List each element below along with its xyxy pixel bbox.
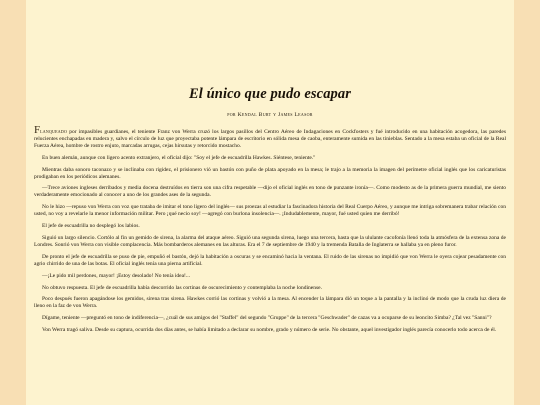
- first-paragraph: [34, 124, 506, 150]
- article-title: El único que pudo escapar: [188, 86, 351, 102]
- paragraph: De pronto el jefe de escuadrilla se puso de pie, empuñó el bastón, dejó la habitación a oscuras y se encaminó hacia la ventana. El ruido de las sirenas no impidió que von Werra le oyera cojear pesadamente con agrio chirrido de una de las botas. El oficial inglés tenía una pierna artificial.: [34, 253, 506, 267]
- paragraph: En buen alemán, aunque con ligero acento extranjero, el oficial dijo: "Soy el jefe de escuadrilla Hawkes. Siéntese, teniente.": [42, 154, 316, 161]
- byline-prefix: por: [227, 112, 236, 118]
- paragraph: —Trece aviones ingleses derribados y media docena destruídos en tierra son una cifra respetable —dijo el oficial inglés en tono de punzante ironía—. Como modesto as de la primera guerra mundial, me siento verdaderamente emocionado al conocer a uno de los grandes ases de la segunda.: [34, 185, 506, 199]
- paragraph: No obtuvo respuesta. El jefe de escuadrilla había descorrido las cortinas de oscurecimiento y contemplaba la noche londinense.: [42, 284, 322, 291]
- first-paragraph-text: por impasibles guardianes, el teniente Franz von Werra cruzó los largos pasillos del Centro Aéreo de Indagaciones en Cockfosters y fué introducido en una habitación acogedora, las paredes relucientes enchapadas en madera y, salvo el círculo de luz que proyectaba potente lámpara de escritorio en sólida mesa de caoba, enteramente sumida en las tinieblas. Sentado a la mesa estaba un oficial de la Real Fuerza Aérea, hombre de rostro enjuto, marcadas arrugas, cejas hirsutas y retorcido mostacho.: [34, 129, 506, 149]
- paragraph: Mientras daba sonoro taconazo y se inclinaba con rigidez, el prisionero vió un bastón con puño de plata apoyado en la mesa; le trajo a la memoria la imagen del perímetre oficial inglés que los caricaturistas prodigaban en los periódicos alemanes.: [34, 166, 506, 180]
- paragraph: Poco después fueron apagándose los gemidos, sirena tras sirena. Hawkes corrió las cortinas y volvió a la mesa. Al encender la lámpara dió un toque a la pantalla y la inclinó de modo que la cruda luz diera de lleno en la faz de von Werra.: [34, 296, 506, 310]
- article-body: [34, 124, 506, 334]
- drop-cap: F: [34, 124, 41, 136]
- paragraph: No le hizo —repuso von Werra con voz que trataba de imitar el tono ligero del inglés— sus proezas al estudiar la fascinadora historia del Real Cuerpo Aéreo, y aunque me intriga sobremanera trabar relación con usted, no voy a revelarle la menor información militar. Pero ¡qué necio soy! —agregó con burlona insolencia—. ¡Indudablemente, mayor, fué usted quien me derribó!: [34, 204, 506, 218]
- paragraph: El jefe de escuadrilla no desplegó los labios.: [42, 223, 140, 230]
- paragraph: Siguió un largo silencio. Cortólo al fin un gemido de sirena, la alarma del ataque aéreo. Siguió una segunda sirena, luego una tercera, hasta que la ululante cacofonía llenó toda la atmósfera de la extensa zona de Londres. Sonrió von Werra con visible complacencia. Más bombarderos alemanes en las alturas. Era el 7 de septiembre de 1940 y la tremenda Batalla de Inglaterra se hallaba ya en pleno furor.: [34, 234, 506, 248]
- article-byline: [34, 112, 506, 118]
- paragraph: Dígame, teniente —preguntó en tono de indiferencia—, ¿cuál de sus amigos del "Staffel" del segundo "Gruppe" de la tercera "Geschwader" de cazas va a ocuparse de su leoncito Simba? ¿Tal vez "Sanni"?: [42, 315, 492, 322]
- paragraph: —¡Le pido mil perdones, mayor! ¡Estoy desolado! No tenía idea!...: [42, 272, 191, 279]
- paragraph: Von Werra tragó saliva. Desde su captura, ocurrida dos días antes, se había limitado a declarar su nombre, grado y número de serie. No obstante, aquel investigador inglés parecía conocerlo todo acerca de él.: [42, 327, 497, 334]
- lead-smallcaps: lanqueado: [40, 129, 68, 135]
- byline-authors: Kendal Burt y James Leasor: [237, 112, 313, 118]
- article-page: [26, 0, 514, 405]
